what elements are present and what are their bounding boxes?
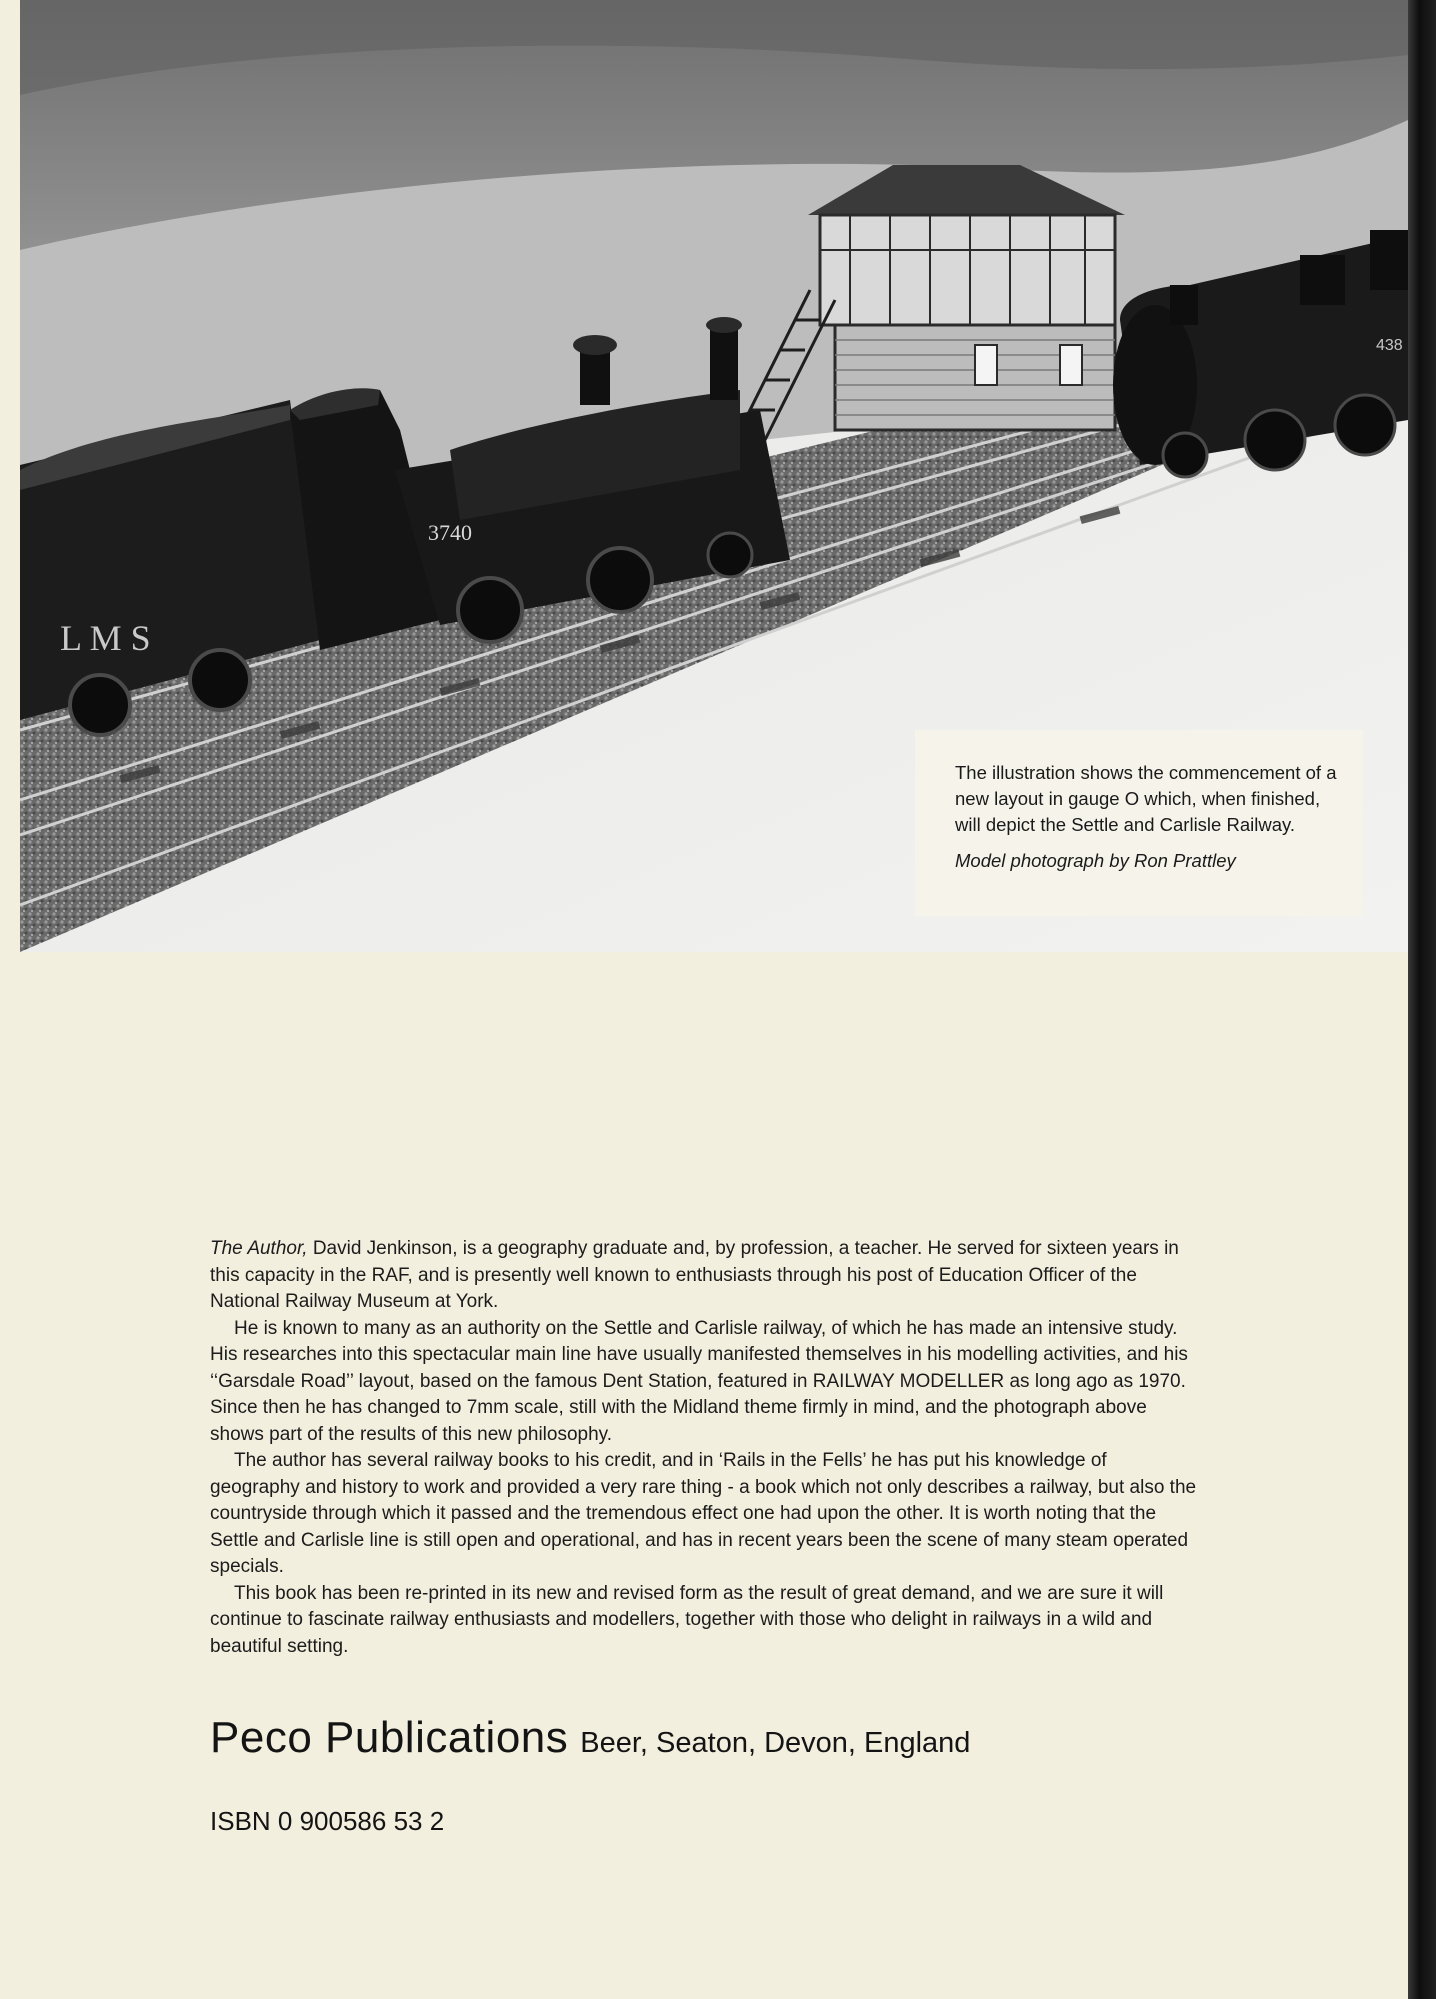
tender-lettering: L M S	[60, 618, 151, 658]
publisher-line	[210, 1713, 970, 1763]
book-spine-edge	[1408, 0, 1436, 1999]
publisher-name: Peco Publications	[210, 1713, 569, 1762]
publisher-location: Beer, Seaton, Devon, England	[580, 1727, 971, 1759]
locomotive-number: 3740	[428, 520, 472, 545]
locomotive-number: 438	[1376, 337, 1403, 354]
caption-text: The illustration shows the commencement of a new layout in gauge O which, when finished, will depict the Settle and Carlisle Railway.	[955, 762, 1337, 835]
author-paragraph: The author has several railway books to his credit, and in ‘Rails in the Fells’ he has put his knowledge of geography and history to work and provided a very rare thing - a book which not only describes a railway, but also the countryside through which it passed and the tremendous effect one had upon the other. It is worth noting that the Settle and Carlisle line is still open and operational, and has in recent years been the scene of many steam operated specials.	[210, 1450, 1197, 1577]
author-paragraph-text: David Jenkinson, is a geography graduate and, by profession, a teacher. He served for sixteen years in this capacity in the RAF, and is presently well known to enthusiasts through his post of Education Officer of the National Railway Museum at York.	[210, 1238, 1179, 1312]
author-lead-in: The Author,	[210, 1238, 308, 1259]
isbn-number: ISBN 0 900586 53 2	[210, 1806, 445, 1836]
author-paragraph	[210, 1236, 1200, 1316]
photo-credit: Model photograph by Ron Prattley	[955, 850, 1236, 871]
photo-caption	[915, 730, 1363, 916]
author-paragraph: This book has been re-printed in its new and revised form as the result of great demand, and we are sure it will continue to fascinate railway enthusiasts and modellers, together with those who delight in railways in a wild and beautiful setting.	[210, 1582, 1164, 1657]
author-blurb	[210, 1236, 1200, 1660]
author-paragraph: He is known to many as an authority on the Settle and Carlisle railway, of which he has made an intensive study. His researches into this spectacular main line have usually manifested themselves in his modelling activities, and his ‘‘Garsdale Road’’ layout, based on the famous Dent Station, featured in RAILWAY MODELLER as long ago as 1970. Since then he has changed to 7mm scale, still with the Midland theme firmly in mind, and the photograph above shows part of the results of this new philosophy.	[210, 1317, 1188, 1445]
